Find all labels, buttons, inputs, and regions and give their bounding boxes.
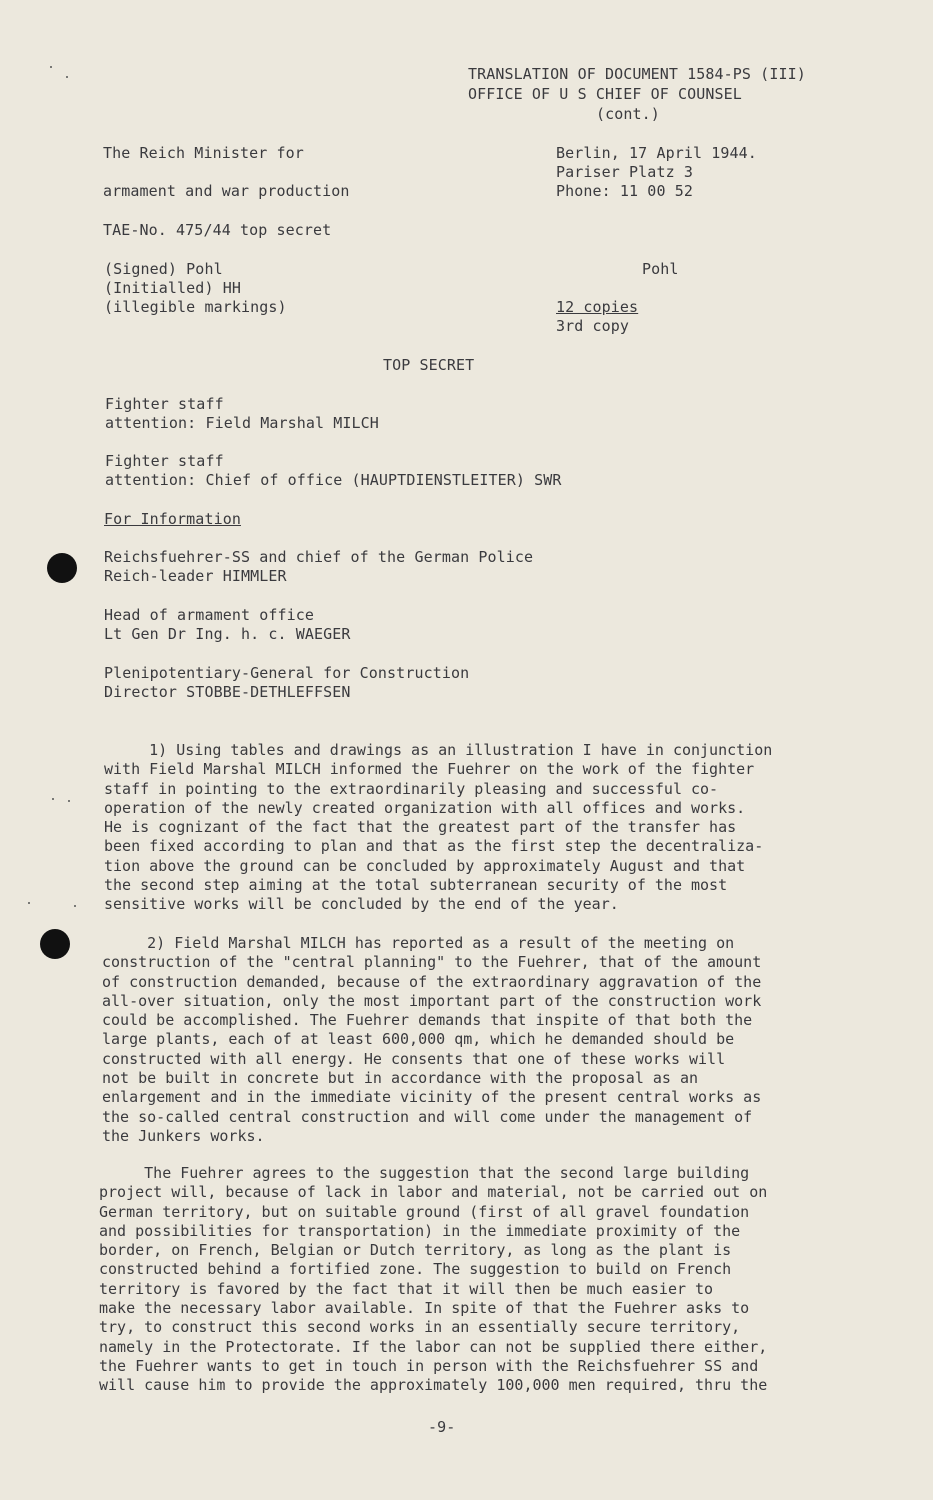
copies-count: 12 copies <box>556 298 639 316</box>
header-line-1: TRANSLATION OF DOCUMENT 1584-PS (III) <box>468 65 806 83</box>
info-heading: For Information <box>104 510 241 528</box>
signature-name: Pohl <box>642 260 679 278</box>
recipient-2-line-1: Fighter staff <box>105 452 224 470</box>
info-recipient-2-line-1: Head of armament office <box>104 606 315 624</box>
recipient-1-line-1: Fighter staff <box>105 395 224 413</box>
sender-line-1: The Reich Minister for <box>103 144 304 162</box>
phone-line: Phone: 11 00 52 <box>556 182 693 200</box>
paragraph-2: 2) Field Marshal MILCH has reported as a result of the meeting on construction of the "central planning" to the Fuehrer, that of the amount of construction demanded, because of the extraordinary aggravation of the all-over situation, only the most important part of the construction work could be accomplished. The Fuehrer demands that inspite of that both the large plants, each of at least 600,000 qm, which he demanded should be constructed with all energy. He consents that one of these works will not be built in concrete but in accordance with the proposal as an enlargement and in the immediate vicinity of the present central works as the so-called central construction and will come under the management of the Junkers works. <box>102 934 762 1145</box>
address-line: Pariser Platz 3 <box>556 163 693 181</box>
classification-heading: TOP SECRET <box>383 356 475 374</box>
initialled-line: (Initialled) HH <box>104 279 241 297</box>
speck <box>52 798 54 800</box>
recipient-1-line-2: attention: Field Marshal MILCH <box>105 414 379 432</box>
recipient-2-line-2: attention: Chief of office (HAUPTDIENSTLEITER) SWR <box>105 471 562 489</box>
copy-number: 3rd copy <box>556 317 630 335</box>
header-line-3: (cont.) <box>596 105 660 123</box>
info-recipient-3-line-1: Plenipotentiary-General for Construction <box>104 664 470 682</box>
signed-line: (Signed) Pohl <box>104 260 223 278</box>
speck <box>68 800 70 802</box>
info-recipient-3-line-2: Director STOBBE-DETHLEFFSEN <box>104 683 351 701</box>
speck <box>28 902 30 904</box>
speck <box>74 905 76 907</box>
info-recipient-1-line-2: Reich-leader HIMMLER <box>104 567 287 585</box>
markings-line: (illegible markings) <box>104 298 287 316</box>
date-line: Berlin, 17 April 1944. <box>556 144 757 162</box>
header-line-2: OFFICE OF U S CHIEF OF COUNSEL <box>468 85 742 103</box>
reference-number: TAE-No. 475/44 top secret <box>103 221 332 239</box>
paragraph-1: 1) Using tables and drawings as an illustration I have in conjunction with Field Marshal MILCH informed the Fuehrer on the work of the fighter staff in pointing to the extraordinarily pleasing and successful co- operation of the newly created organization with all offices and works. He is cognizant of the fact that the greatest part of the transfer has been fixed according to plan and that as the first step the decentraliza- tion above the ground can be concluded by approximately August and that the second step aiming at the total subterranean security of the most sensitive works will be concluded by the end of the year. <box>104 741 773 914</box>
info-recipient-2-line-2: Lt Gen Dr Ing. h. c. WAEGER <box>104 625 351 643</box>
speck <box>66 76 68 78</box>
info-recipient-1-line-1: Reichsfuehrer-SS and chief of the German Police <box>104 548 534 566</box>
paragraph-3: The Fuehrer agrees to the suggestion that the second large building project will, because of lack in labor and material, not be carried out on German territory, but on suitable ground (first of all gravel foundation and possibilities for transportation) in the immediate proximity of the border, on French, Belgian or Dutch territory, as long as the plant is constructed behind a fortified zone. The suggestion to build on French territory is favored by the fact that it will then be much easier to make the necessary labor available. In spite of that the Fuehrer asks to try, to construct this second works in an essentially secure territory, namely in the Protectorate. If the labor can not be supplied there either, the Fuehrer wants to get in touch in person with the Reichsfuehrer SS and will cause him to provide the approximately 100,000 men required, thru the <box>99 1164 768 1395</box>
sender-line-2: armament and war production <box>103 182 350 200</box>
punch-hole-top <box>47 553 77 583</box>
speck <box>50 66 52 68</box>
page-number: -9- <box>428 1418 456 1436</box>
punch-hole-bottom <box>40 929 70 959</box>
